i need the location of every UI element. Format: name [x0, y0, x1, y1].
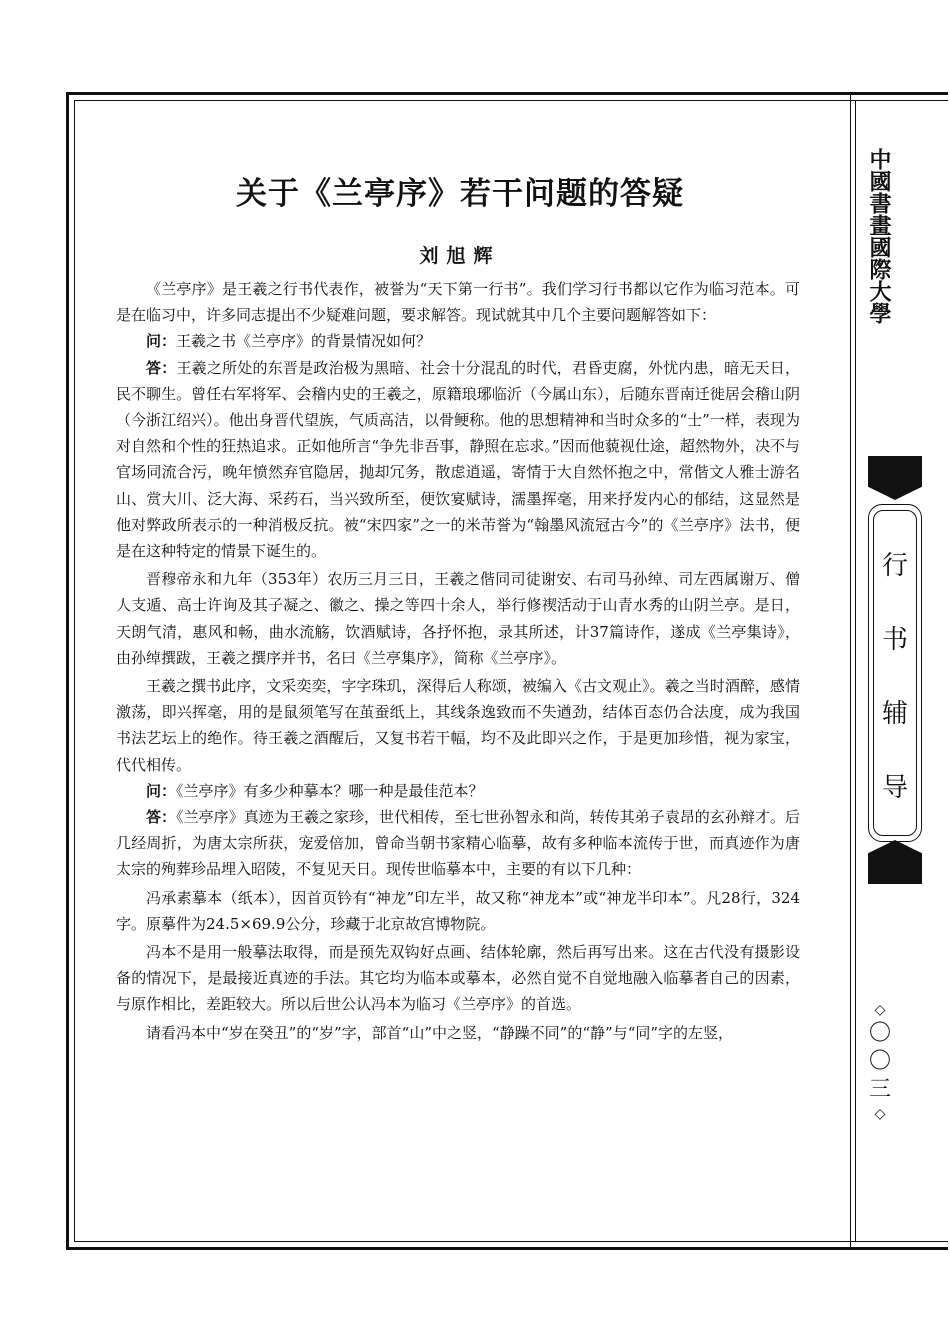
question [116, 328, 800, 354]
section-char: 导 [881, 773, 908, 803]
paragraph: 《兰亭序》是王羲之行书代表作，被誉为“天下第一行书”。我们学习行书都以它作为临习范本。可是在临习中，许多同志提出不少疑难问题，要求解答。现试就其中几个主要问题解答如下： [116, 280, 800, 325]
answer-label: 答： [146, 808, 177, 827]
section-char: 书 [881, 625, 908, 655]
paragraph: 王羲之撰书此序，文采奕奕，字字珠玑，深得后人称颂，被编入《古文观止》。羲之当时酒醉，感情激荡，即兴挥毫，用的是鼠须笔写在茧蚕纸上，其线条逸致而不失遒劲，结体百态仍合法度，成为我国书法艺坛上的绝作。待王羲之酒醒后，又复书若干幅，均不及此即兴之作，于是更加珍惜，视为家宝，代代相传。 [116, 677, 800, 774]
section-label [868, 540, 922, 836]
question-label: 问： [146, 332, 177, 351]
question-label: 问： [146, 781, 177, 800]
article-author: 刘旭辉 [419, 245, 501, 267]
sidebar-rule [850, 92, 851, 1250]
article-body [116, 276, 800, 1046]
diamond-icon: ◇ [874, 1002, 886, 1018]
answer [116, 804, 800, 883]
page-digit: 〇 [868, 1021, 891, 1046]
paragraph: 晋穆帝永和九年（353年）农历三月三日，王羲之偕同司徒谢安、右司马孙绰、司左西属谢万、僧人支遁、高士许询及其子凝之、徽之、操之等四十余人，举行修禊活动于山青水秀的山阴兰亭。是日，天朗气清，惠风和畅，曲水流觞，饮酒赋诗，各抒怀抱，录其所述，计37篇诗作，遂成《兰亭集诗》，由孙绰撰跋，王羲之撰序并书，名曰《兰亭集序》，简称《兰亭序》。 [116, 570, 800, 667]
answer-text: 《兰亭序》真迹为王羲之家珍，世代相传，至七世孙智永和尚，转传其弟子袁昂的玄孙辩才。后几经周折，为唐太宗所获，宠爱倍加，曾命当朝书家精心临摹，故有多种临本流传于世，而真迹作为唐太宗的殉葬珍品埋入昭陵，不复见天日。现传世临摹本中，主要的有以下几种： [116, 808, 800, 879]
question [116, 778, 800, 804]
answer-label: 答： [146, 358, 177, 377]
paragraph: 冯本不是用一般摹法取得，而是预先双钩好点画、结体轮廓，然后再写出来。这在古代没有摄影设备的情况下，是最接近真迹的手法。其它均为临本或摹本，必然自觉不自觉地融入临摹者自己的因素，与原作相比，差距较大。所以后世公认冯本为临习《兰亭序》的首选。 [116, 943, 800, 1014]
section-char: 辅 [881, 699, 908, 729]
question-text: 《兰亭序》有多少种摹本？哪一种是最佳范本？ [176, 781, 484, 800]
article-title: 关于《兰亭序》若干问题的答疑 [236, 176, 684, 212]
page-digit: 三 [868, 1077, 891, 1102]
page-number [862, 1000, 898, 1124]
paragraph: 冯承素摹本（纸本），因首页钤有“神龙”印左半，故又称“神龙本”或“神龙半印本”。凡28行，324字。原摹件为24.5×69.9公分，珍藏于北京故宫博物院。 [116, 888, 800, 933]
question-text: 王羲之书《兰亭序》的背景情况如何？ [176, 332, 432, 351]
answer [116, 355, 800, 565]
diamond-icon: ◇ [874, 1106, 886, 1122]
sidebar-rule-inner [855, 100, 856, 1242]
paragraph: 请看冯本中“岁在癸丑”的“岁”字，部首“山”中之竖，“静躁不同”的“静”与“同”字的左竖， [146, 1023, 734, 1042]
answer-text: 王羲之所处的东晋是政治极为黑暗、社会十分混乱的时代，君昏吏腐，外忧内患，暗无天日，民不聊生。曾任右军将军、会稽内史的王羲之，原籍琅琊临沂（今属山东），后随东晋南迁徙居会稽山阴（今浙江绍兴）。他出身晋代望族，气质高洁，以骨鲠称。他的思想精神和当时众多的“士”一样，表现为对自然和个性的狂热追求。正如他所言“争先非吾事，静照在忘求。”因而他藐视仕途，超然物外，决不与官场同流合污，晚年愤然弃官隐居，抛却冗务，散虑逍遥，寄情于大自然怀抱之中，常偕文人雅士游名山、赏大川、泛大海、采药石，当兴致所至，便饮宴赋诗，濡墨挥毫，用来抒发内心的郁结，这显然是他对弊政所表示的一种消极反抗。被“宋四家”之一的米芾誉为“翰墨风流冠古今”的《兰亭序》法书，便是在这种特定的情景下诞生的。 [116, 358, 800, 561]
section-char: 行 [881, 551, 908, 581]
book-title: 中國書畫國際大學 [866, 148, 891, 324]
page-digit: 〇 [868, 1049, 891, 1074]
